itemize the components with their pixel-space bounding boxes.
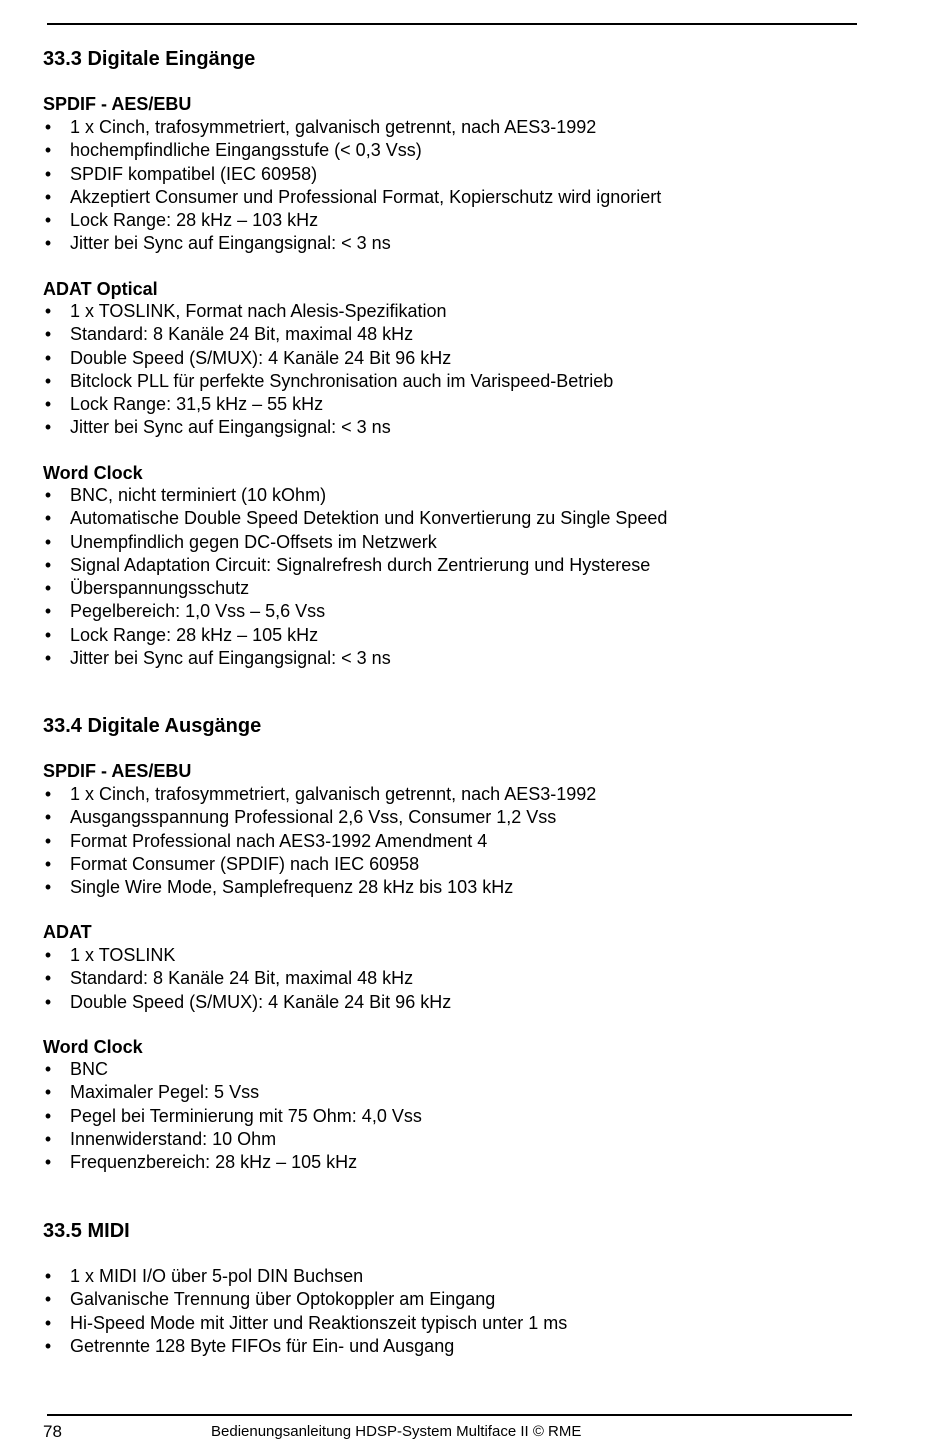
bullet-icon: • — [44, 1059, 52, 1079]
bullet-icon: • — [44, 784, 52, 804]
list-item: • BNC — [43, 1058, 422, 1081]
list-item: • Automatische Double Speed Detektion und Konvertierung zu Single Speed — [43, 507, 667, 530]
list-item: • 1 x TOSLINK — [43, 944, 451, 967]
bullet-icon: • — [44, 968, 52, 989]
list-item: • Lock Range: 28 kHz – 105 kHz — [43, 624, 667, 647]
footer-title: Bedienungsanleitung HDSP-System Multiface II © RME — [211, 1423, 582, 1440]
bullet-icon: • — [44, 417, 52, 438]
list-item: • Galvanische Trennung über Optokoppler am Eingang — [43, 1288, 567, 1311]
list-item: • Ausgangsspannung Professional 2,6 Vss, Consumer 1,2 Vss — [43, 806, 596, 829]
group-title-adat-optical: ADAT Optical — [43, 279, 158, 299]
list-item: • Frequenzbereich: 28 kHz – 105 kHz — [43, 1151, 422, 1174]
bullet-icon: • — [44, 485, 52, 505]
list-item: • Signal Adaptation Circuit: Signalrefresh durch Zentrierung und Hysterese — [43, 554, 667, 577]
group-title-adat-out: ADAT — [43, 922, 92, 942]
list-item: • 1 x MIDI I/O über 5-pol DIN Buchsen — [43, 1265, 567, 1288]
list-item: • SPDIF kompatibel (IEC 60958) — [43, 163, 661, 186]
list-item: • Pegel bei Terminierung mit 75 Ohm: 4,0 Vss — [43, 1105, 422, 1128]
bullet-list-spdif-out — [43, 783, 596, 899]
list-item: • hochempfindliche Eingangsstufe (< 0,3 Vss) — [43, 139, 661, 162]
list-item: • Lock Range: 31,5 kHz – 55 kHz — [43, 393, 613, 416]
list-item: • Jitter bei Sync auf Eingangsignal: < 3 ns — [43, 232, 661, 255]
list-item: • 1 x Cinch, trafosymmetriert, galvanisch getrennt, nach AES3-1992 — [43, 116, 661, 139]
bullet-list-adat-optical — [43, 300, 613, 440]
list-item: • Double Speed (S/MUX): 4 Kanäle 24 Bit 96 kHz — [43, 991, 451, 1014]
group-title-spdif-out: SPDIF - AES/EBU — [43, 761, 192, 781]
list-item: • Standard: 8 Kanäle 24 Bit, maximal 48 kHz — [43, 967, 451, 990]
list-item: • Standard: 8 Kanäle 24 Bit, maximal 48 kHz — [43, 323, 613, 346]
bullet-icon: • — [44, 1152, 52, 1173]
bullet-icon: • — [44, 624, 52, 645]
bullet-list-spdif-in — [43, 116, 661, 256]
bullet-icon: • — [44, 370, 52, 391]
bullet-icon: • — [44, 1312, 52, 1333]
list-item: • 1 x TOSLINK, Format nach Alesis-Spezifikation — [43, 300, 613, 323]
bullet-icon: • — [44, 1335, 52, 1356]
bullet-icon: • — [44, 807, 52, 828]
list-item: • 1 x Cinch, trafosymmetriert, galvanisch getrennt, nach AES3-1992 — [43, 783, 596, 806]
bullet-icon: • — [44, 186, 52, 207]
bullet-icon: • — [44, 1128, 52, 1149]
list-item: • Unempfindlich gegen DC-Offsets im Netzwerk — [43, 531, 667, 554]
bullet-list-midi — [43, 1265, 567, 1358]
page-number: 78 — [43, 1422, 62, 1441]
group-title-word-clock-out: Word Clock — [43, 1037, 143, 1057]
bullet-icon: • — [44, 140, 52, 161]
bullet-icon: • — [44, 991, 52, 1012]
bullet-icon: • — [44, 554, 52, 575]
list-item: • Akzeptiert Consumer und Professional Format, Kopierschutz wird ignoriert — [43, 186, 661, 209]
bullet-icon: • — [44, 301, 52, 321]
group-title-word-clock-in: Word Clock — [43, 463, 143, 483]
group-title-spdif-in: SPDIF - AES/EBU — [43, 94, 192, 114]
list-item: • Innenwiderstand: 10 Ohm — [43, 1128, 422, 1151]
bullet-icon: • — [44, 877, 52, 898]
list-item: • Getrennte 128 Byte FIFOs für Ein- und Ausgang — [43, 1335, 567, 1358]
section-heading-digitale-ausgaenge: 33.4 Digitale Ausgänge — [43, 715, 262, 737]
list-item: • Überspannungsschutz — [43, 577, 667, 600]
bullet-icon: • — [44, 1266, 52, 1286]
list-item: • Jitter bei Sync auf Eingangsignal: < 3 ns — [43, 647, 667, 670]
bullet-icon: • — [44, 853, 52, 874]
list-item: • Double Speed (S/MUX): 4 Kanäle 24 Bit 96 kHz — [43, 347, 613, 370]
list-item: • Lock Range: 28 kHz – 103 kHz — [43, 209, 661, 232]
bullet-icon: • — [44, 1105, 52, 1126]
bullet-list-word-clock-out — [43, 1058, 422, 1174]
bullet-icon: • — [44, 210, 52, 231]
bullet-icon: • — [44, 163, 52, 184]
list-item: • Bitclock PLL für perfekte Synchronisation auch im Varispeed-Betrieb — [43, 370, 613, 393]
list-item: • Maximaler Pegel: 5 Vss — [43, 1081, 422, 1104]
bullet-icon: • — [44, 233, 52, 254]
bullet-icon: • — [44, 945, 52, 965]
list-item: • Pegelbereich: 1,0 Vss – 5,6 Vss — [43, 600, 667, 623]
bullet-icon: • — [44, 578, 52, 599]
bullet-list-adat-out — [43, 944, 451, 1014]
bullet-icon: • — [44, 117, 52, 137]
section-heading-midi: 33.5 MIDI — [43, 1220, 130, 1242]
bullet-icon: • — [44, 394, 52, 415]
bullet-list-word-clock-in — [43, 484, 667, 670]
section-heading-digitale-eingaenge: 33.3 Digitale Eingänge — [43, 48, 256, 70]
list-item: • Jitter bei Sync auf Eingangsignal: < 3 ns — [43, 416, 613, 439]
bullet-icon: • — [44, 347, 52, 368]
list-item: • Single Wire Mode, Samplefrequenz 28 kHz bis 103 kHz — [43, 876, 596, 899]
bullet-icon: • — [44, 648, 52, 669]
header-rule — [47, 23, 857, 25]
bullet-icon: • — [44, 531, 52, 552]
list-item: • Format Professional nach AES3-1992 Amendment 4 — [43, 830, 596, 853]
bullet-icon: • — [44, 1082, 52, 1103]
list-item: • Hi-Speed Mode mit Jitter und Reaktionszeit typisch unter 1 ms — [43, 1312, 567, 1335]
bullet-icon: • — [44, 1289, 52, 1310]
footer-rule — [47, 1414, 852, 1416]
bullet-icon: • — [44, 508, 52, 529]
list-item: • BNC, nicht terminiert (10 kOhm) — [43, 484, 667, 507]
bullet-icon: • — [44, 324, 52, 345]
bullet-icon: • — [44, 830, 52, 851]
bullet-icon: • — [44, 601, 52, 622]
list-item: • Format Consumer (SPDIF) nach IEC 60958 — [43, 853, 596, 876]
